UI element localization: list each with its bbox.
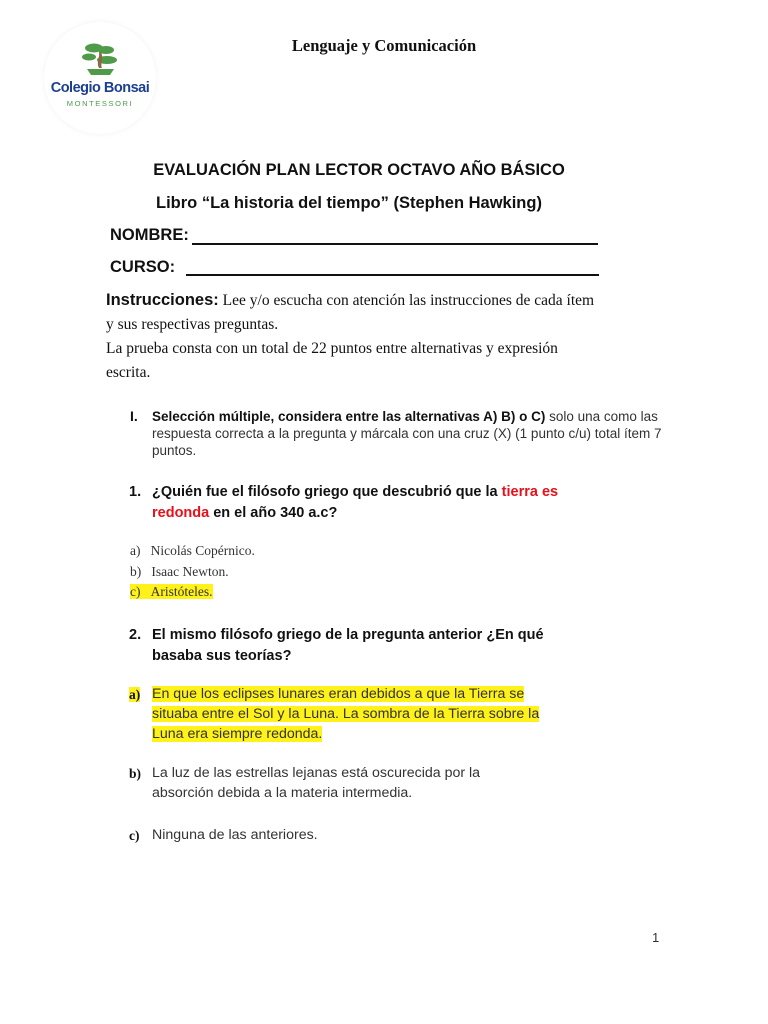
option-letter: c): [130, 584, 141, 599]
subject-header: Lenguaje y Comunicación: [291, 36, 477, 55]
question-1-emphasis: tierra es redonda: [152, 484, 559, 521]
instructions-text: Lee y/o escucha con atención las instrucciones de cada ítem y sus respectivas preguntas.: [106, 292, 595, 333]
page-number: 1: [652, 930, 660, 945]
section-instructions: [152, 408, 672, 459]
q2-option-c-letter: c): [129, 828, 140, 843]
question-1-number: 1.: [129, 484, 142, 500]
q2-option-a-letter: a): [129, 687, 141, 702]
instructions-scoring: La prueba consta con un total de 22 puntos entre alternativas y expresión escrita.: [106, 340, 558, 381]
option-text: Nicolás Copérnico.: [150, 543, 255, 558]
question-1-text-part: ¿Quién fue el filósofo griego que descubrió que la: [152, 484, 502, 500]
name-field[interactable]: [192, 243, 598, 245]
book-title: Libro “La historia del tiempo” (Stephen Hawking): [156, 194, 542, 212]
course-field[interactable]: [186, 274, 599, 276]
section-numeral: I.: [130, 408, 138, 424]
q2-option-b-letter: b): [129, 766, 142, 781]
q1-option-a[interactable]: [130, 543, 255, 559]
section-heading: Selección múltiple, considera entre las alternativas A) B) o C): [152, 409, 546, 424]
question-2-number: 2.: [129, 627, 142, 643]
logo-brand-name: Colegio Bonsai: [50, 80, 150, 96]
q2-option-c[interactable]: Ninguna de las anteriores.: [152, 827, 318, 843]
name-label: NOMBRE:: [110, 226, 189, 244]
option-text: Aristóteles.: [150, 584, 213, 599]
section-text: solo una como las respuesta correcta a la pregunta y márcala con una cruz (X) (1 punto c/u) total ítem 7 puntos.: [152, 409, 662, 458]
q1-option-b[interactable]: [130, 564, 229, 580]
exam-title: EVALUACIÓN PLAN LECTOR OCTAVO AÑO BÁSICO: [153, 161, 565, 179]
option-letter: b): [130, 564, 142, 579]
question-1-text-end: en el año 340 a.c?: [209, 504, 338, 521]
option-text: Isaac Newton.: [151, 564, 229, 579]
option-text: En que los eclipses lunares eran debidos a que la Tierra se situaba entre el Sol y la Luna. La sombra de la Tierra sobre la Luna era siempre redonda.: [152, 686, 540, 742]
course-label: CURSO:: [110, 258, 176, 276]
q2-option-a[interactable]: [152, 684, 572, 744]
option-letter: a): [130, 543, 141, 558]
instructions: [106, 288, 596, 385]
question-1-text: [152, 482, 572, 523]
q1-option-c[interactable]: [130, 584, 213, 600]
instructions-heading: Instrucciones:: [106, 291, 219, 309]
question-2-text: El mismo filósofo griego de la pregunta anterior ¿En qué basaba sus teorías?: [152, 627, 544, 664]
logo-brand-subtitle: MONTESSORI: [66, 99, 134, 108]
q2-option-b[interactable]: La luz de las estrellas lejanas está oscurecida por la absorción debida a la materia intermedia.: [152, 765, 481, 801]
